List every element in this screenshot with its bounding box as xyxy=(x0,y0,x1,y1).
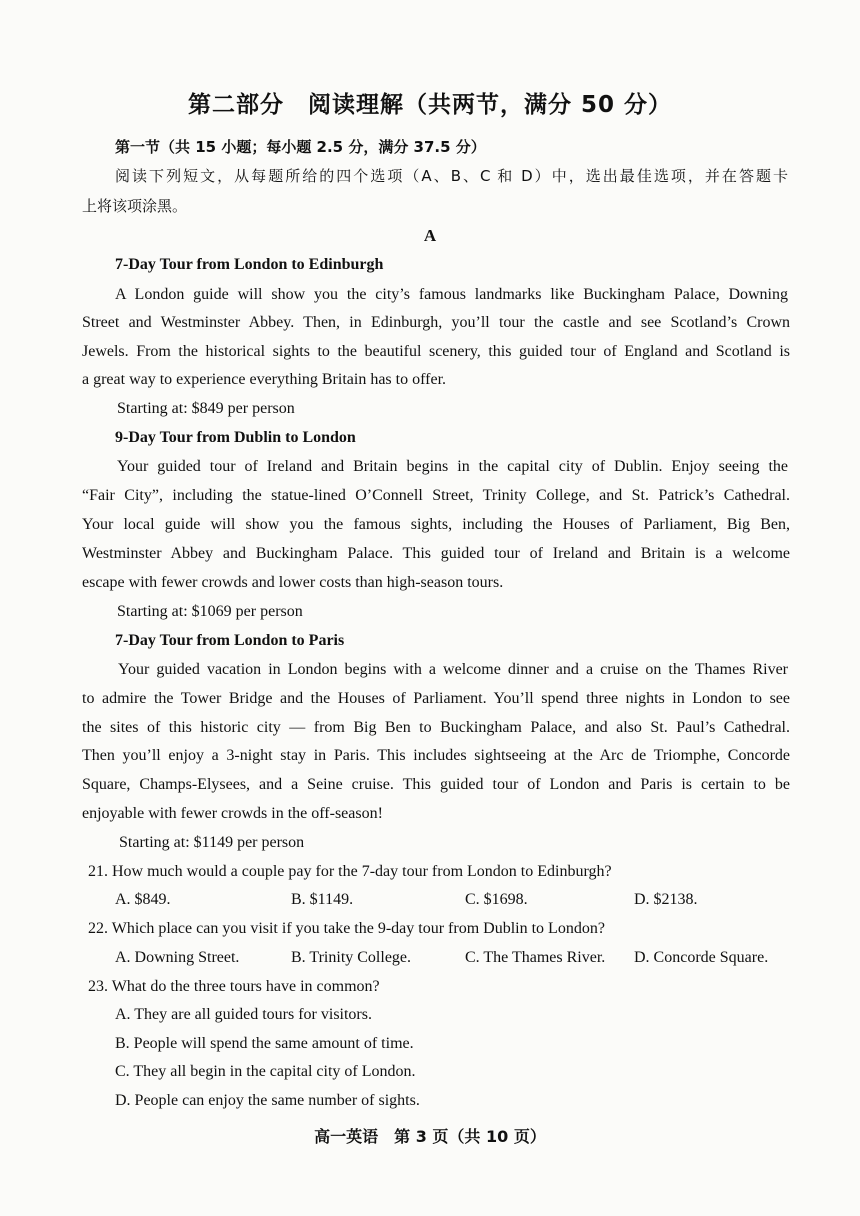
tour-price: Starting at: $849 per person xyxy=(117,400,295,417)
tour-text-line: the sites of this historic city — from Big Ben to Buckingham Palace, and also St. Paul’s Cathedral. xyxy=(82,719,790,736)
answer-option: D. $2138. xyxy=(634,891,698,908)
question-stem: 21. How much would a couple pay for the 7-day tour from London to Edinburgh? xyxy=(88,863,612,880)
tour-text-line: Square, Champs-Elysees, and a Seine cruise. This guided tour of London and Paris is certain to be xyxy=(82,776,790,793)
answer-option: B. $1149. xyxy=(291,891,354,908)
answer-option: C. $1698. xyxy=(465,891,528,908)
tour-text-line: escape with fewer crowds and lower costs than high-season tours. xyxy=(82,574,504,591)
tour-text-line: Then you’ll enjoy a 3-night stay in Paris. This includes sightseeing at the Arc de Triomphe, Concorde xyxy=(82,747,790,764)
tour-title: 7-Day Tour from London to Paris xyxy=(115,632,345,649)
tour-title: 7-Day Tour from London to Edinburgh xyxy=(115,256,384,273)
tour-text-line: Your guided tour of Ireland and Britain begins in the capital city of Dublin. Enjoy seeing the xyxy=(117,458,788,475)
part-title: 第二部分 阅读理解（共两节，满分 50 分） xyxy=(187,92,673,118)
section-label: 第一节（共 15 小题；每小题 2.5 分，满分 37.5 分） xyxy=(115,138,486,156)
instruction-line-2: 上将该项涂黑。 xyxy=(82,197,188,215)
question-stem: 23. What do the three tours have in common? xyxy=(88,978,380,995)
answer-option: A. They are all guided tours for visitors. xyxy=(115,1006,372,1023)
answer-option: C. The Thames River. xyxy=(465,949,606,966)
answer-option: B. People will spend the same amount of time. xyxy=(115,1035,414,1052)
answer-option: C. They all begin in the capital city of London. xyxy=(115,1063,416,1080)
tour-text-line: Jewels. From the historical sights to the beautiful scenery, this guided tour of England and Scotland is xyxy=(82,343,790,360)
answer-option: D. People can enjoy the same number of sights. xyxy=(115,1092,420,1109)
tour-text-line: A London guide will show you the city’s famous landmarks like Buckingham Palace, Downing xyxy=(115,286,788,303)
tour-text-line: Your guided vacation in London begins with a welcome dinner and a cruise on the Thames River xyxy=(118,661,788,678)
instruction-line-1: 阅读下列短文，从每题所给的四个选项（A、B、C 和 D）中，选出最佳选项，并在答题卡 xyxy=(115,167,788,185)
question-stem: 22. Which place can you visit if you take the 9-day tour from Dublin to London? xyxy=(88,920,605,937)
tour-text-line: Your local guide will show you the famous sights, including the Houses of Parliament, Big Ben, xyxy=(82,516,790,533)
tour-text-line: enjoyable with fewer crowds in the off-season! xyxy=(82,805,383,822)
passage-letter: A xyxy=(423,226,437,245)
answer-option: A. $849. xyxy=(115,891,171,908)
tour-text-line: to admire the Tower Bridge and the Houses of Parliament. You’ll spend three nights in London to see xyxy=(82,690,790,707)
answer-option: D. Concorde Square. xyxy=(634,949,769,966)
answer-option: A. Downing Street. xyxy=(115,949,240,966)
tour-price: Starting at: $1149 per person xyxy=(119,834,305,851)
tour-text-line: “Fair City”, including the statue-lined O’Connell Street, Trinity College, and St. Patrick’s Cathedral. xyxy=(82,487,790,504)
tour-title: 9-Day Tour from Dublin to London xyxy=(115,429,356,446)
tour-text-line: a great way to experience everything Britain has to offer. xyxy=(82,371,447,388)
answer-option: B. Trinity College. xyxy=(291,949,412,966)
tour-text-line: Westminster Abbey and Buckingham Palace. This guided tour of Ireland and Britain is a welcome xyxy=(82,545,790,562)
page-footer: 高一英语 第 3 页（共 10 页） xyxy=(314,1127,546,1146)
tour-text-line: Street and Westminster Abbey. Then, in Edinburgh, you’ll tour the castle and see Scotland’s Crown xyxy=(82,314,790,331)
tour-price: Starting at: $1069 per person xyxy=(117,603,303,620)
